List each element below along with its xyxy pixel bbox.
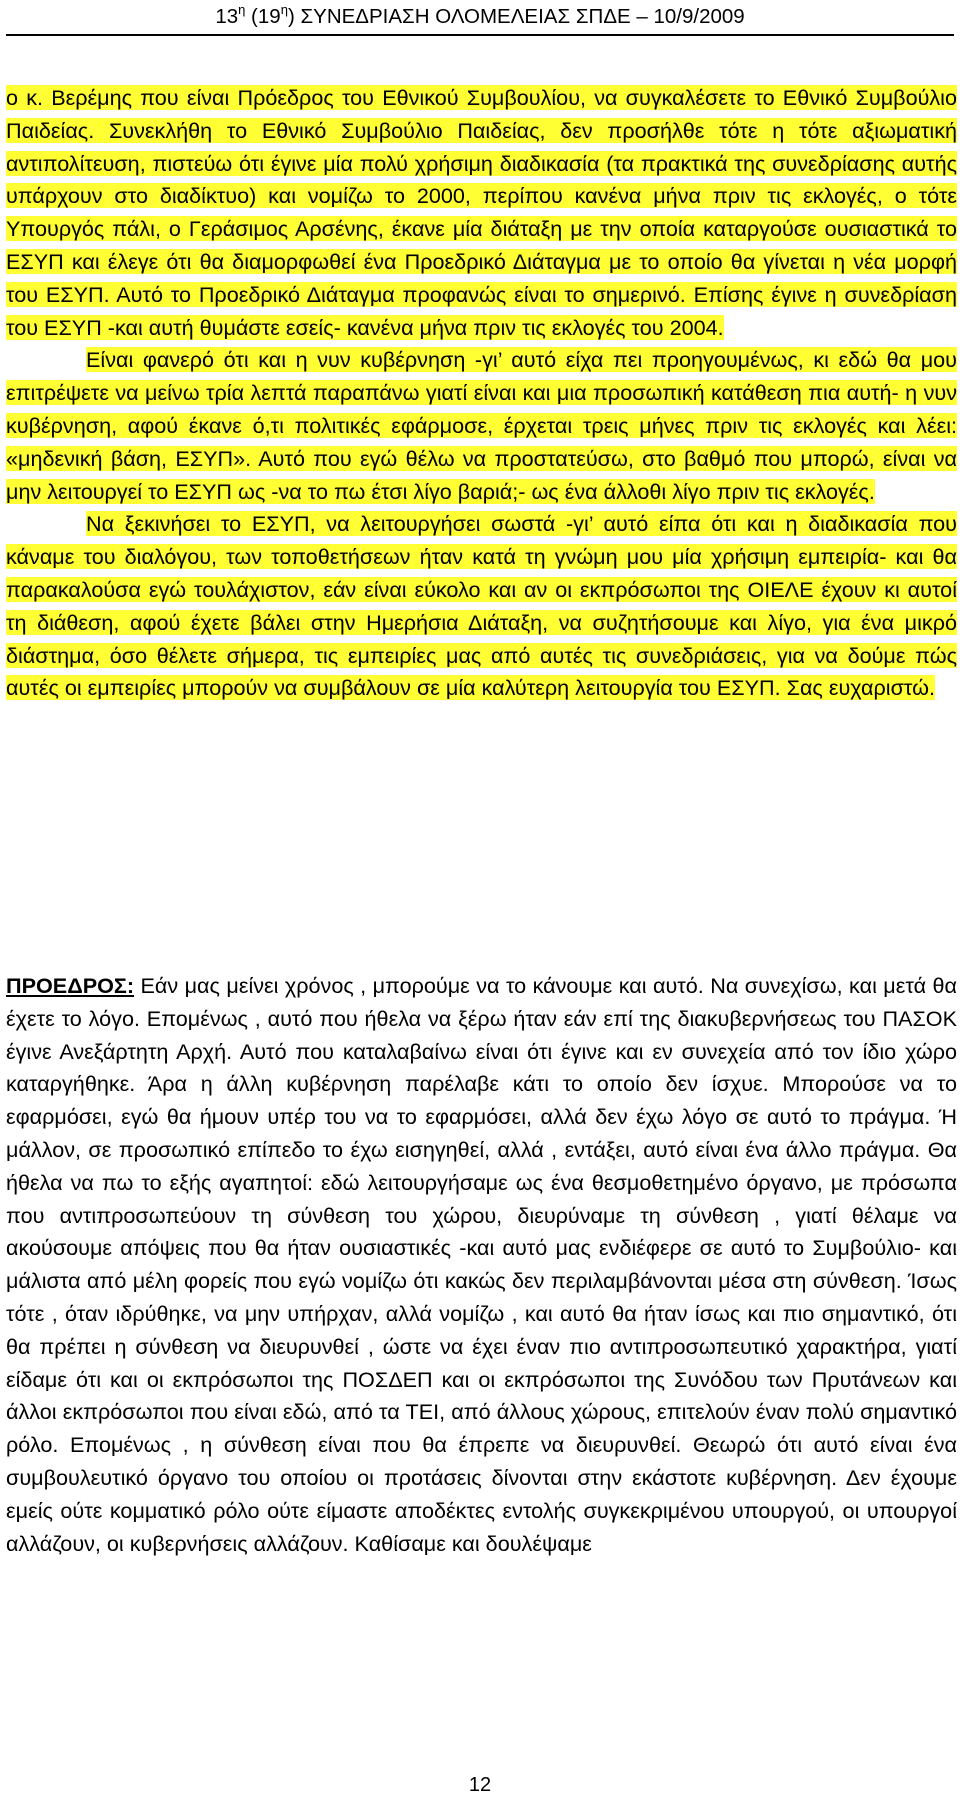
- page-header: $13^\eta$ $(19^\eta)$ ΣΥΝΕΔΡΙΑΣΗ ΟΛΟΜΕΛΕΙΑΣ ΣΠΔΕ – 10/9/2009: [215, 2, 745, 28]
- speaker-paragraph: [6, 970, 957, 1560]
- speaker-section: [6, 970, 957, 1560]
- header-session-alt-suffix: η: [280, 2, 288, 18]
- header-session-number-suffix: η: [238, 2, 246, 18]
- page-number: 12: [468, 1774, 492, 1796]
- highlighted-paragraph-text: Να ξεκινήσει το ΕΣΥΠ, να λειτουργήσει σωστά -γι’ αυτό είπα ότι και η διαδικασία που κάναμε του διαλόγου, των τοποθετήσεων ήταν κατά τη γνώμη μου μία χρήσιμη εμπειρία- και θα παρακαλούσα εγώ τουλάχιστον, εάν είναι εύκολο και αν οι εκπρόσωποι της ΟΙΕΛΕ έχουν κι αυτοί τη διάθεση, αφού έχετε βάλει στην Ημερήσια Διάταξη, να συζητήσουμε και λίγο, για ένα μικρό διάστημα, όσο θέλετε σήμερα, τις εμπειρίες μας από αυτές τις συνεδριάσεις, για να δούμε πώς αυτές οι εμπειρίες μπορούν να συμβάλουν σε μία καλύτερη λειτουργία του ΕΣΥΠ. Σας ευχαριστώ.: [6, 511, 957, 701]
- speaker-text: Εάν μας μείνει χρόνος , μπορούμε να το κάνουμε και αυτό. Να συνεχίσω, και μετά θα έχετε το λόγο. Επομένως , αυτό που ήθελα να ξέρω ήταν εάν επί της διακυβερνήσεως του ΠΑΣΟΚ έγινε Ανεξάρτητη Αρχή. Αυτό που καταλαβαίνω είναι ότι έγινε και εν συνεχεία από τον ίδιο χώρο καταργήθηκε. Άρα η άλλη κυβέρνηση παρέλαβε κάτι το οποίο δεν ίσχυε. Μπορούσε να το εφαρμόσει, εγώ θα ήμουν υπέρ του να το εφαρμόσει, αλλά δεν έχω λόγο σε αυτό το πράγμα. Ή μάλλον, σε προσωπικό επίπεδο το έχω εισηγηθεί, αλλά , εντάξει, αυτό είναι ένα άλλο πράγμα. Θα ήθελα να πω το εξής αγαπητοί: εδώ λειτουργήσαμε ως ένα θεσμοθετημένο όργανο, με πρόσωπα που αντιπροσωπεύουν τη σύνθεση του χώρου, διευρύναμε τη σύνθεση , γιατί θέλαμε να ακούσουμε απόψεις που θα ήταν ουσιαστικές -και αυτό μας ενδιέφερε σε αυτό το Συμβούλιο- και μάλιστα από μέλη φορείς που εγώ νομίζω ότι κακώς δεν περιλαμβάνονται μέσα στη σύνθεση. Ίσως τότε , όταν ιδρύθηκε, να μην υπήρχαν, αλλά νομίζω , και αυτό θα ήταν ίσως και πιο σημαντικό, ότι θα πρέπει η σύνθεση να διευρυνθεί , ώστε να έχει έναν πιο αντιπροσωπευτικό χαρακτήρα, γιατί είδαμε ότι και οι εκπρόσωποι της ΠΟΣΔΕΠ και οι εκπρόσωποι της Συνόδου των Πρυτάνεων και άλλοι εκπρόσωποι που είναι εδώ, από τα ΤΕΙ, από άλλους χώρους, επιτελούν έναν πολύ σημαντικό ρόλο. Επομένως , η σύνθεση είναι που θα έπρεπε να διευρυνθεί. Θεωρώ ότι αυτό είναι ένα συμβουλευτικό όργανο του οποίου οι προτάσεις δίνονται στην εκάστοτε κυβέρνηση. Δεν έχουμε εμείς ούτε κομματικό ρόλο ούτε είμαστε αποδέκτες εντολής συγκεκριμένου υπουργού, οι υπουργοί αλλάζουν, οι κυβερνήσεις αλλάζουν. Καθίσαμε και δουλέψαμε: [6, 973, 957, 1556]
- highlighted-paragraph: [6, 82, 957, 344]
- header-title: ΣΥΝΕΔΡΙΑΣΗ ΟΛΟΜΕΛΕΙΑΣ ΣΠΔΕ – 10/9/2009: [300, 5, 745, 28]
- highlighted-text-block: [6, 82, 957, 705]
- highlighted-paragraph-text: ο κ. Βερέμης που είναι Πρόεδρος του Εθνικού Συμβουλίου, να συγκαλέσετε το Εθνικό Συμβούλιο Παιδείας. Συνεκλήθη το Εθνικό Συμβούλιο Παιδείας, δεν προσήλθε τότε η τότε αξιωματική αντιπολίτευση, πιστεύω ότι έγινε μία πολύ χρήσιμη διαδικασία (τα πρακτικά της συνεδρίασης αυτής υπάρχουν στο διαδίκτυο) και νομίζω το 2000, περίπου κανένα μήνα πριν τις εκλογές, ο τότε Υπουργός πάλι, ο Γεράσιμος Αρσένης, έκανε μία διάταξη με την οποία καταργούσε ουσιαστικά το ΕΣΥΠ και έλεγε ότι θα διαμορφωθεί ένα Προεδρικό Διάταγμα με το οποίο θα γίνεται η νέα μορφή του ΕΣΥΠ. Αυτό το Προεδρικό Διάταγμα προφανώς είναι το σημερινό. Επίσης έγινε η συνεδρίαση του ΕΣΥΠ -και αυτή θυμάστε εσείς- κανένα μήνα πριν τις εκλογές του 2004.: [6, 85, 957, 340]
- highlighted-paragraph-text: Είναι φανερό ότι και η νυν κυβέρνηση -γι’ αυτό είχα πει προηγουμένως, κι εδώ θα μου επιτρέψετε να μείνω τρία λεπτά παραπάνω γιατί είναι και μια προσωπική κατάθεση πια αυτή- η νυν κυβέρνηση, αφού έκανε ό,τι πολιτικές εφάρμοσε, έρχεται τρεις μήνες πριν τις εκλογές και λέει: «μηδενική βάση, ΕΣΥΠ». Αυτό που εγώ θέλω να προστατεύσω, στο βαθμό που μπορώ, είναι να μην λειτουργεί το ΕΣΥΠ ως -να το πω έτσι λίγο βαριά;- ως ένα άλλοθι λίγο πριν τις εκλογές.: [6, 347, 957, 504]
- header-session-alt-number: 19: [257, 5, 281, 28]
- header-divider: [6, 34, 954, 36]
- highlighted-paragraph: [6, 508, 957, 705]
- highlighted-paragraph: [6, 344, 957, 508]
- speaker-label: ΠΡΟΕΔΡΟΣ:: [6, 973, 135, 998]
- header-session-number: 13: [215, 5, 239, 28]
